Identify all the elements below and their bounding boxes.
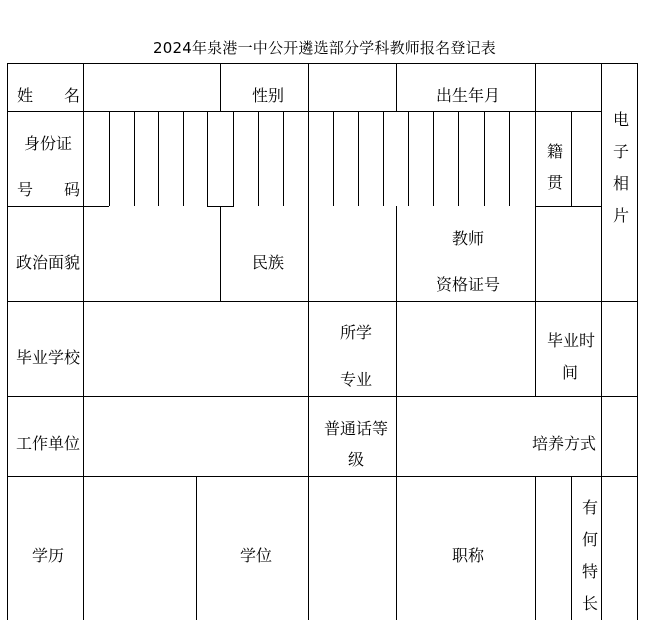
degree-field[interactable] <box>309 477 396 620</box>
work-unit-label: 工作单位 <box>16 434 81 453</box>
education-field[interactable] <box>84 477 196 620</box>
photo-field[interactable] <box>602 64 637 301</box>
gender-label: 性别 <box>252 86 285 105</box>
teacher-cert-field[interactable] <box>536 207 601 301</box>
grad-time-field[interactable] <box>602 302 637 396</box>
school-label: 毕业学校 <box>16 348 81 367</box>
id-label-line2-char1: 号 <box>17 180 34 199</box>
training-field[interactable] <box>602 397 637 476</box>
work-unit-field[interactable] <box>84 397 308 476</box>
specialty-label: 有何特长 <box>581 498 598 613</box>
title-rank-label: 职称 <box>452 546 485 565</box>
mandarin-label-line2: 级 <box>348 450 365 469</box>
id-number-field[interactable] <box>84 112 535 206</box>
name-label-char1: 姓 <box>17 86 34 105</box>
form-title: 2024年泉港一中公开遴选部分学科教师报名登记表 <box>153 39 496 57</box>
grad-time-label-line2: 间 <box>562 363 579 382</box>
specialty-field[interactable] <box>602 477 637 620</box>
id-label-line2-char2: 码 <box>64 180 81 199</box>
name-field[interactable] <box>84 64 220 111</box>
id-label-line1: 身份证 <box>24 134 73 153</box>
education-label: 学历 <box>32 546 65 565</box>
major-label-line1: 所学 <box>340 323 373 342</box>
mandarin-label-line1: 普通话等 <box>324 419 389 438</box>
birth-field[interactable] <box>536 64 601 111</box>
politics-field[interactable] <box>84 207 220 301</box>
school-field[interactable] <box>84 302 308 396</box>
cert-label-line1: 教师 <box>452 229 485 248</box>
major-label-line2: 专业 <box>340 370 373 389</box>
politics-label: 政治面貌 <box>16 253 81 272</box>
ethnicity-label: 民族 <box>252 253 285 272</box>
training-label: 培养方式 <box>532 434 597 453</box>
cert-label-line2: 资格证号 <box>436 275 501 294</box>
degree-label: 学位 <box>240 546 273 565</box>
native-label-char2: 贯 <box>547 173 564 192</box>
name-label-char2: 名 <box>64 86 81 105</box>
major-field[interactable] <box>397 302 535 396</box>
native-place-field[interactable] <box>572 112 601 206</box>
title-rank-field[interactable] <box>536 477 571 620</box>
grad-time-label-line1: 毕业时 <box>547 331 596 350</box>
ethnicity-field[interactable] <box>309 207 396 301</box>
photo-label: 电子相片 <box>612 110 629 225</box>
birth-label: 出生年月 <box>436 86 501 105</box>
native-label-char1: 籍 <box>547 142 564 161</box>
mandarin-field[interactable] <box>397 397 531 476</box>
gender-field[interactable] <box>309 64 396 111</box>
